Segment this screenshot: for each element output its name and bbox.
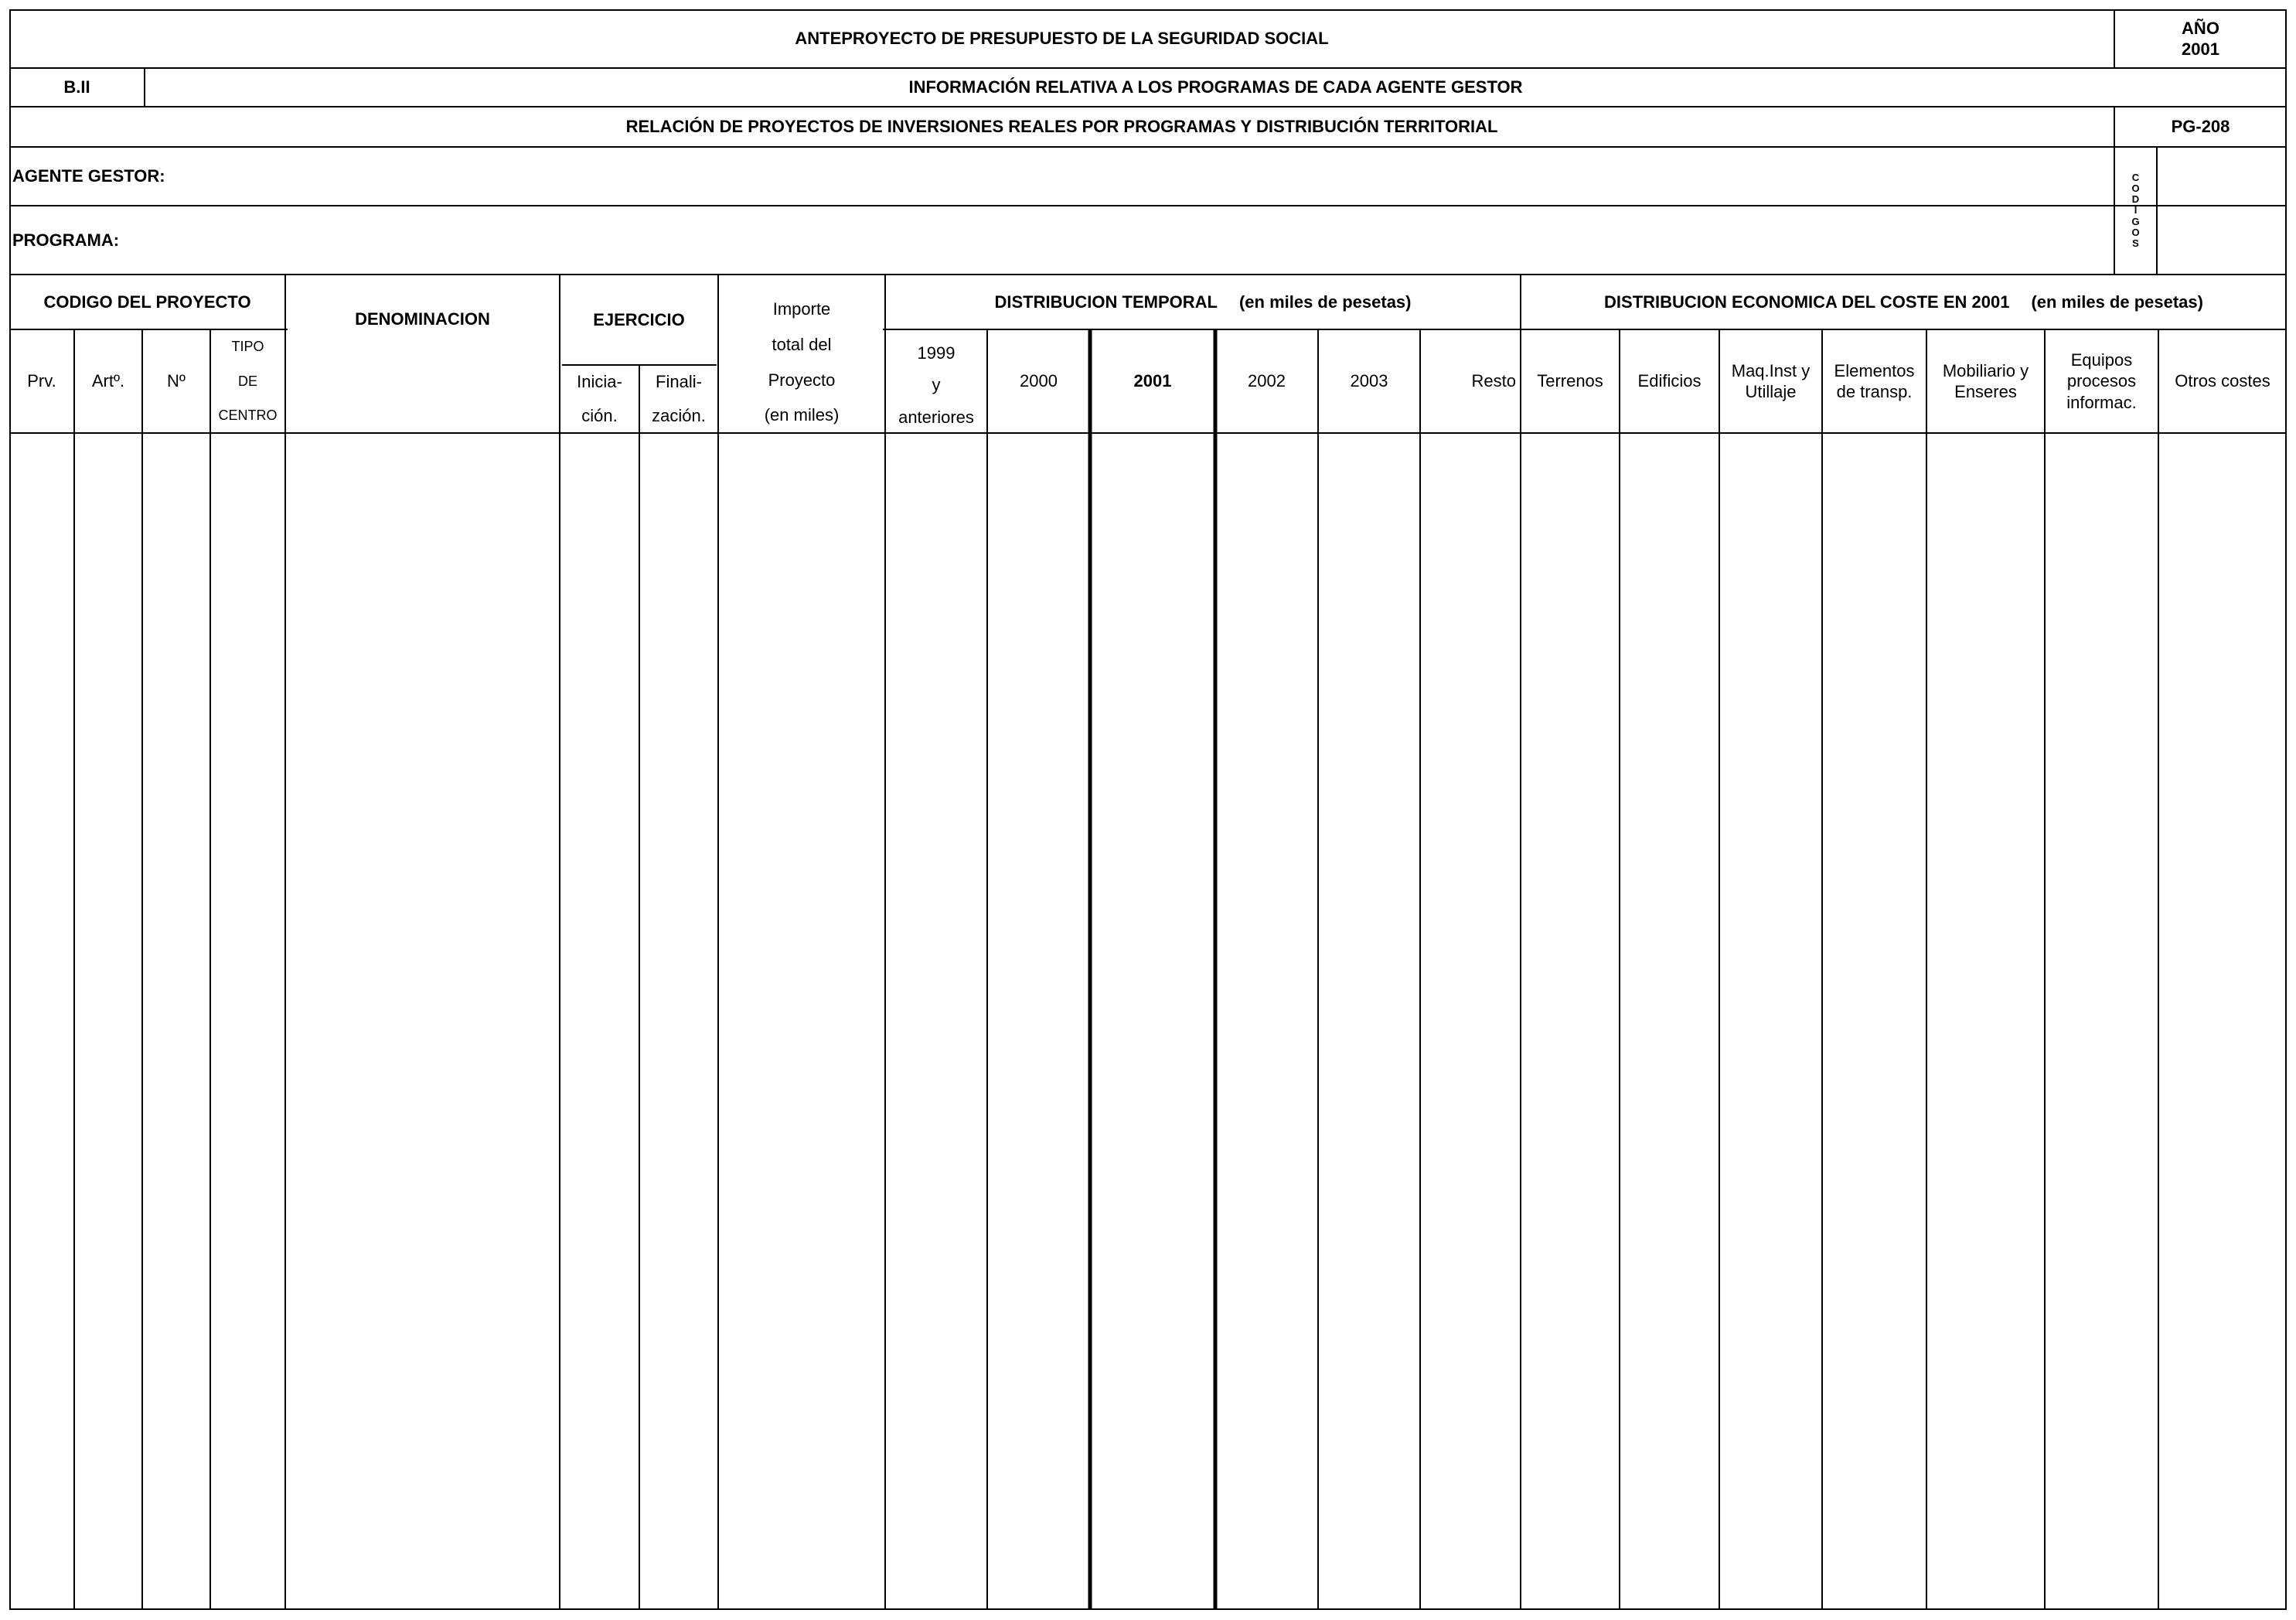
ejercicio-header: EJERCICIO [593, 309, 685, 329]
distribucion-temporal-header: DISTRIBUCION TEMPORAL (en miles de pesetas) [994, 292, 1412, 312]
col-header-resto: Resto [1471, 371, 1516, 391]
year-value: 2001 [2182, 39, 2219, 59]
col-header-prv: Prv. [27, 371, 56, 391]
form-code: PG-208 [2171, 117, 2230, 137]
codigo-proyecto-header: CODIGO DEL PROYECTO [43, 292, 251, 312]
section-code: B.II [63, 77, 90, 97]
col-header-2002: 2002 [1248, 371, 1286, 391]
col-header-finalizacion: Finali- zación. [652, 372, 706, 426]
col-header-mobiliario: Mobiliario y Enseres [1942, 360, 2029, 401]
importe-total-header: Importe total del Proyecto (en miles) [764, 299, 840, 425]
col-header-otros-costes: Otros costes [2175, 371, 2270, 391]
agente-gestor-code-field[interactable] [2157, 147, 2287, 206]
form-main-title: ANTEPROYECTO DE PRESUPUESTO DE LA SEGURIDAD SOCIAL [795, 29, 1329, 49]
col-header-terrenos: Terrenos [1537, 371, 1603, 391]
col-header-maq-inst: Maq.Inst y Utillaje [1731, 360, 1811, 401]
col-header-n: Nº [167, 371, 186, 391]
col-header-tipo-centro: TIPO DE CENTRO [218, 339, 278, 424]
year-box [2114, 9, 2287, 68]
col-header-art: Artº. [91, 371, 125, 391]
agente-gestor-label: AGENTE GESTOR: [12, 166, 165, 186]
form-page [9, 9, 2287, 1610]
table-body-empty[interactable] [9, 433, 2287, 1610]
col-header-edificios: Edificios [1637, 371, 1702, 391]
col-header-2003: 2003 [1350, 371, 1388, 391]
programa-label: PROGRAMA: [12, 230, 120, 250]
col-header-equipos: Equipos procesos informac. [2066, 350, 2137, 412]
col-header-1999: 1999 y anteriores [898, 343, 974, 427]
col-header-2001: 2001 [1133, 371, 1172, 391]
col-header-2000: 2000 [1020, 371, 1058, 391]
col-header-iniciacion: Inicia- ción. [577, 372, 622, 426]
distribucion-economica-header: DISTRIBUCION ECONOMICA DEL COSTE EN 2001 (en miles de pesetas) [1604, 292, 2203, 312]
programa-code-field[interactable] [2157, 206, 2287, 275]
codigos-vertical-label: C O D I G O S [2131, 172, 2140, 249]
form-subtitle: RELACIÓN DE PROYECTOS DE INVERSIONES REALES POR PROGRAMAS Y DISTRIBUCIÓN TERRITORIAL [625, 117, 1498, 137]
col-header-elementos: Elementos de transp. [1834, 360, 1915, 401]
section-title: INFORMACIÓN RELATIVA A LOS PROGRAMAS DE CADA AGENTE GESTOR [908, 77, 1523, 97]
year-label: AÑO [2182, 18, 2219, 38]
denominacion-header: DENOMINACION [355, 309, 490, 329]
